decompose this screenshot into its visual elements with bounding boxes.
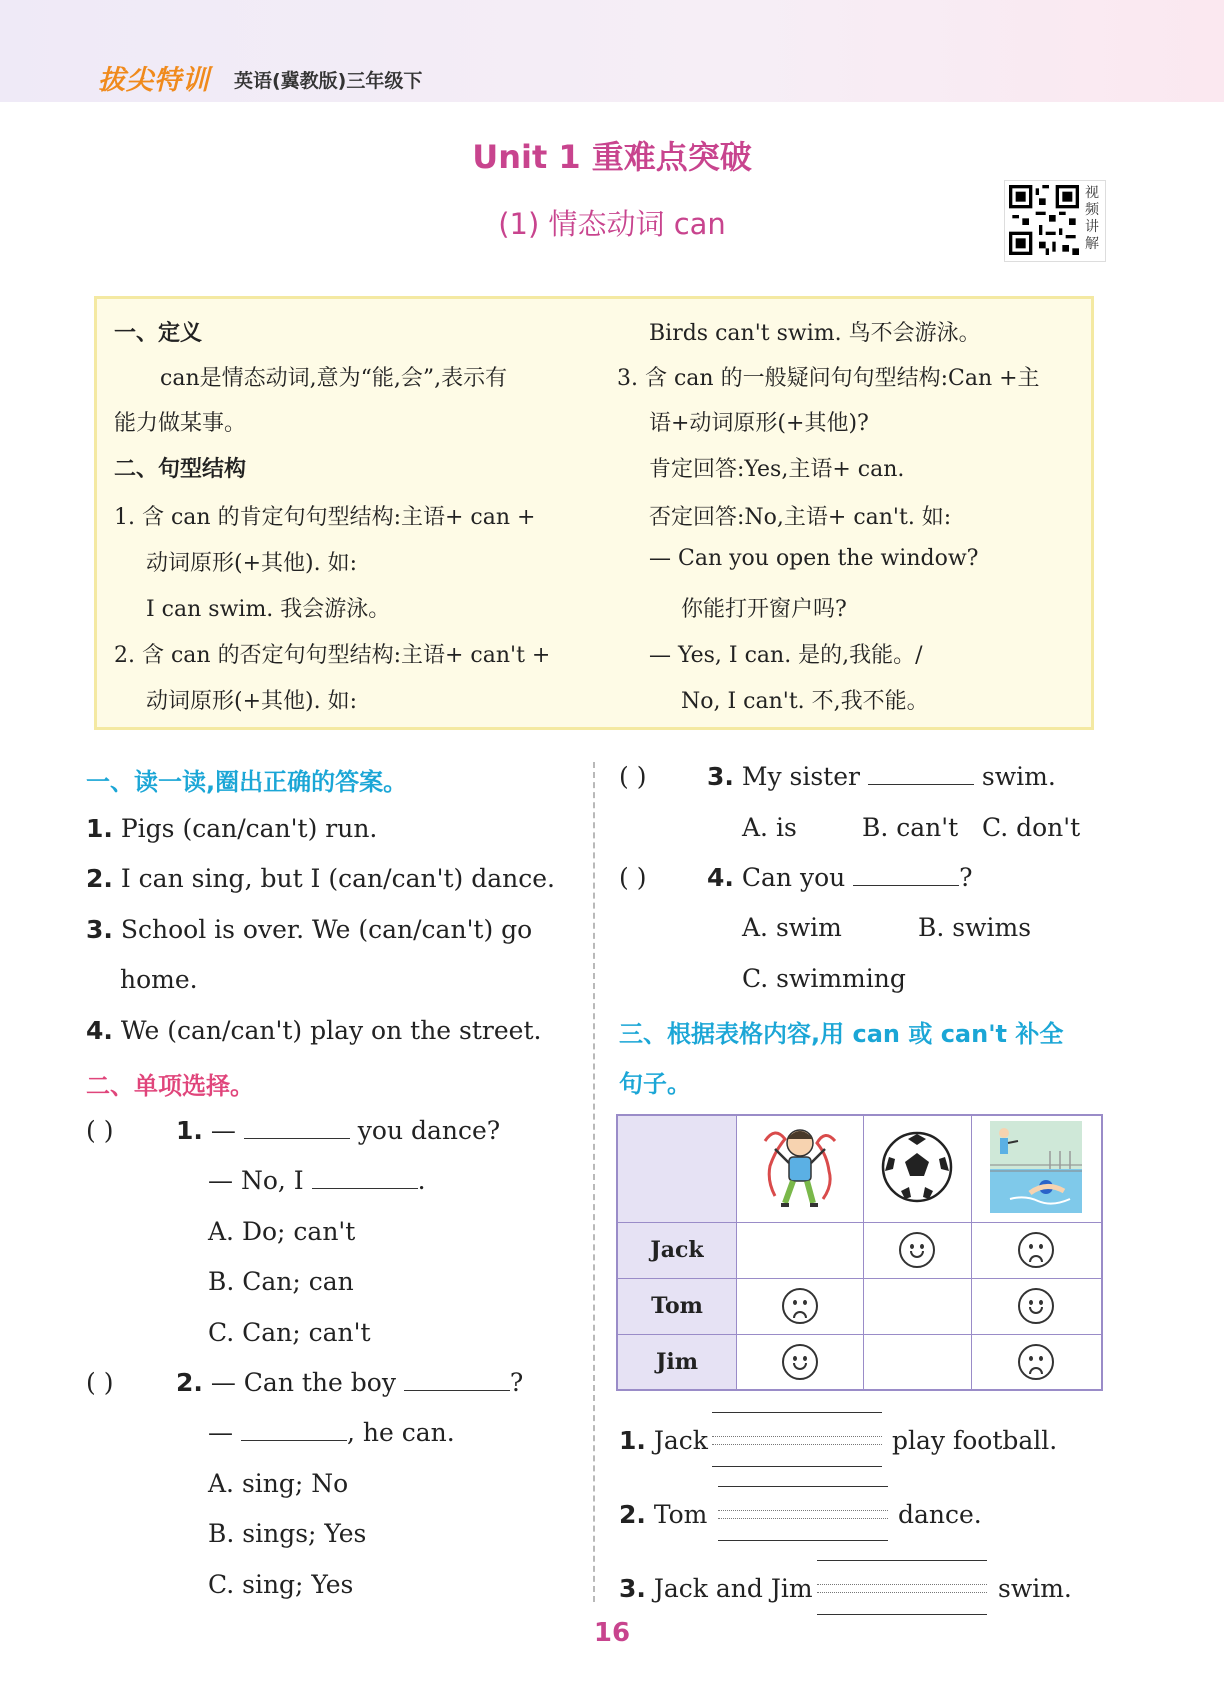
writing-guide (718, 1518, 888, 1519)
answer-blank[interactable] (244, 1116, 350, 1139)
row-label-jack: Jack (617, 1222, 737, 1278)
cell-face (971, 1222, 1102, 1278)
option: A. Do; can't (208, 1217, 356, 1246)
def-example: — Can you open the window? (649, 546, 979, 571)
option: B. can't (862, 813, 959, 842)
option: A. swim (742, 913, 842, 942)
def-example: Birds can't swim. 鸟不会游泳。 (649, 321, 981, 346)
fill-item-end: swim. (998, 1574, 1072, 1603)
writing-guide (817, 1592, 987, 1593)
cell-empty (864, 1334, 972, 1390)
def-text: 能力做某事。 (114, 411, 247, 436)
header-bar (0, 0, 1224, 102)
cell-face (971, 1334, 1102, 1390)
exercise-item: 4. We (can/can't) play on the street. (86, 1016, 542, 1045)
answer-blank[interactable] (868, 762, 974, 785)
writing-guide (712, 1436, 882, 1437)
cell-face (737, 1278, 864, 1334)
def-heading-2: 二、句型结构 (114, 457, 247, 482)
book-subtitle: 英语(冀教版)三年级下 (234, 70, 423, 92)
option: A. sing; No (208, 1469, 349, 1498)
cell-face (864, 1222, 972, 1278)
cell-empty (864, 1278, 972, 1334)
writing-line[interactable] (817, 1560, 987, 1561)
answer-paren[interactable]: ( ) (86, 1116, 114, 1145)
question-3: 3. My sister swim. (707, 762, 1056, 791)
writing-line[interactable] (712, 1466, 882, 1467)
answer-paren[interactable]: ( ) (619, 762, 647, 791)
def-text: 1. 含 can 的肯定句句型结构:主语+ can + (114, 505, 536, 530)
answer-paren[interactable]: ( ) (619, 863, 647, 892)
page-number: 16 (593, 1618, 631, 1648)
section-3-title: 三、根据表格内容,用 can 或 can't 补全 (619, 1020, 1064, 1048)
football-picture (864, 1115, 972, 1222)
ability-table (616, 1114, 1103, 1391)
def-text: 语+动词原形(+其他)? (649, 411, 869, 436)
sad-face-icon (782, 1288, 818, 1324)
exercise-item: 1. Pigs (can/can't) run. (86, 814, 378, 843)
def-text: 3. 含 can 的一般疑问句句型结构:Can +主 (617, 366, 1040, 391)
writing-guide (817, 1584, 987, 1585)
answer-blank[interactable] (404, 1368, 510, 1391)
section-1-title: 一、读一读,圈出正确的答案。 (86, 768, 408, 796)
option: A. is (742, 813, 797, 842)
writing-guide (718, 1510, 888, 1511)
def-text: 动词原形(+其他). 如: (146, 689, 357, 714)
swimming-icon (990, 1121, 1082, 1213)
answer-blank[interactable] (312, 1166, 418, 1189)
writing-line[interactable] (712, 1412, 882, 1413)
option: C. swimming (742, 964, 906, 993)
happy-face-icon (899, 1232, 935, 1268)
row-label-jim: Jim (617, 1334, 737, 1390)
cell-face (971, 1278, 1102, 1334)
answer-blank[interactable] (853, 863, 959, 886)
answer-paren[interactable]: ( ) (86, 1368, 114, 1397)
happy-face-icon (782, 1344, 818, 1380)
page-subtitle: (1) 情态动词 can (498, 207, 726, 241)
writing-guide (712, 1444, 882, 1445)
happy-face-icon (1018, 1288, 1054, 1324)
exercise-item: 3. School is over. We (can/can't) go (86, 915, 533, 944)
fill-item: 2. Tom (619, 1500, 708, 1529)
exercise-item: 2. I can sing, but I (can/can't) dance. (86, 864, 555, 893)
def-example: — Yes, I can. 是的,我能。/ (649, 643, 923, 668)
question-1: 1. — you dance? (176, 1116, 501, 1145)
def-heading-1: 一、定义 (114, 321, 203, 346)
writing-line[interactable] (817, 1614, 987, 1615)
qr-code-icon (1009, 185, 1079, 255)
question-4: 4. Can you ? (707, 863, 973, 892)
fill-item: 1. Jack (619, 1426, 708, 1455)
dancing-boy-icon (755, 1121, 845, 1213)
question-1-reply: — No, I . (208, 1166, 426, 1195)
column-divider (593, 762, 595, 1602)
writing-line[interactable] (718, 1540, 888, 1541)
def-example: 你能打开窗户吗? (681, 597, 847, 622)
def-example: I can swim. 我会游泳。 (146, 597, 391, 622)
football-icon (879, 1129, 955, 1205)
question-2: 2. — Can the boy ? (176, 1368, 524, 1397)
option: B. swims (918, 913, 1032, 942)
option: B. sings; Yes (208, 1519, 367, 1548)
option: C. sing; Yes (208, 1570, 354, 1599)
def-text: 2. 含 can 的否定句句型结构:主语+ can't + (114, 643, 551, 668)
exercise-item: home. (120, 965, 198, 994)
answer-blank[interactable] (241, 1418, 347, 1441)
dance-picture (737, 1115, 864, 1222)
swimming-picture (971, 1115, 1102, 1222)
page-title: Unit 1 重难点突破 (472, 138, 752, 176)
def-text: 肯定回答:Yes,主语+ can. (649, 457, 905, 482)
row-label-tom: Tom (617, 1278, 737, 1334)
question-2-reply: — , he can. (208, 1418, 455, 1447)
option: B. Can; can (208, 1267, 354, 1296)
section-2-title: 二、单项选择。 (86, 1072, 254, 1100)
section-3-title-cont: 句子。 (619, 1070, 691, 1098)
def-text: 动词原形(+其他). 如: (146, 551, 357, 576)
fill-item-end: play football. (892, 1426, 1058, 1455)
writing-line[interactable] (718, 1486, 888, 1487)
option: C. don't (982, 813, 1081, 842)
qr-label: 视频讲解 (1085, 185, 1099, 252)
qr-code-box[interactable] (1004, 180, 1106, 262)
def-text: can是情态动词,意为“能,会”,表示有 (160, 366, 508, 391)
cell-empty (737, 1222, 864, 1278)
fill-item-end: dance. (898, 1500, 982, 1529)
sad-face-icon (1018, 1344, 1054, 1380)
brand-logo: 拔尖特训 (98, 65, 210, 96)
option: C. Can; can't (208, 1318, 371, 1347)
table-corner (617, 1115, 737, 1222)
def-text: 否定回答:No,主语+ can't. 如: (649, 505, 952, 530)
def-example: No, I can't. 不,我不能。 (681, 689, 929, 714)
fill-item: 3. Jack and Jim (619, 1574, 813, 1603)
sad-face-icon (1018, 1232, 1054, 1268)
cell-face (737, 1334, 864, 1390)
